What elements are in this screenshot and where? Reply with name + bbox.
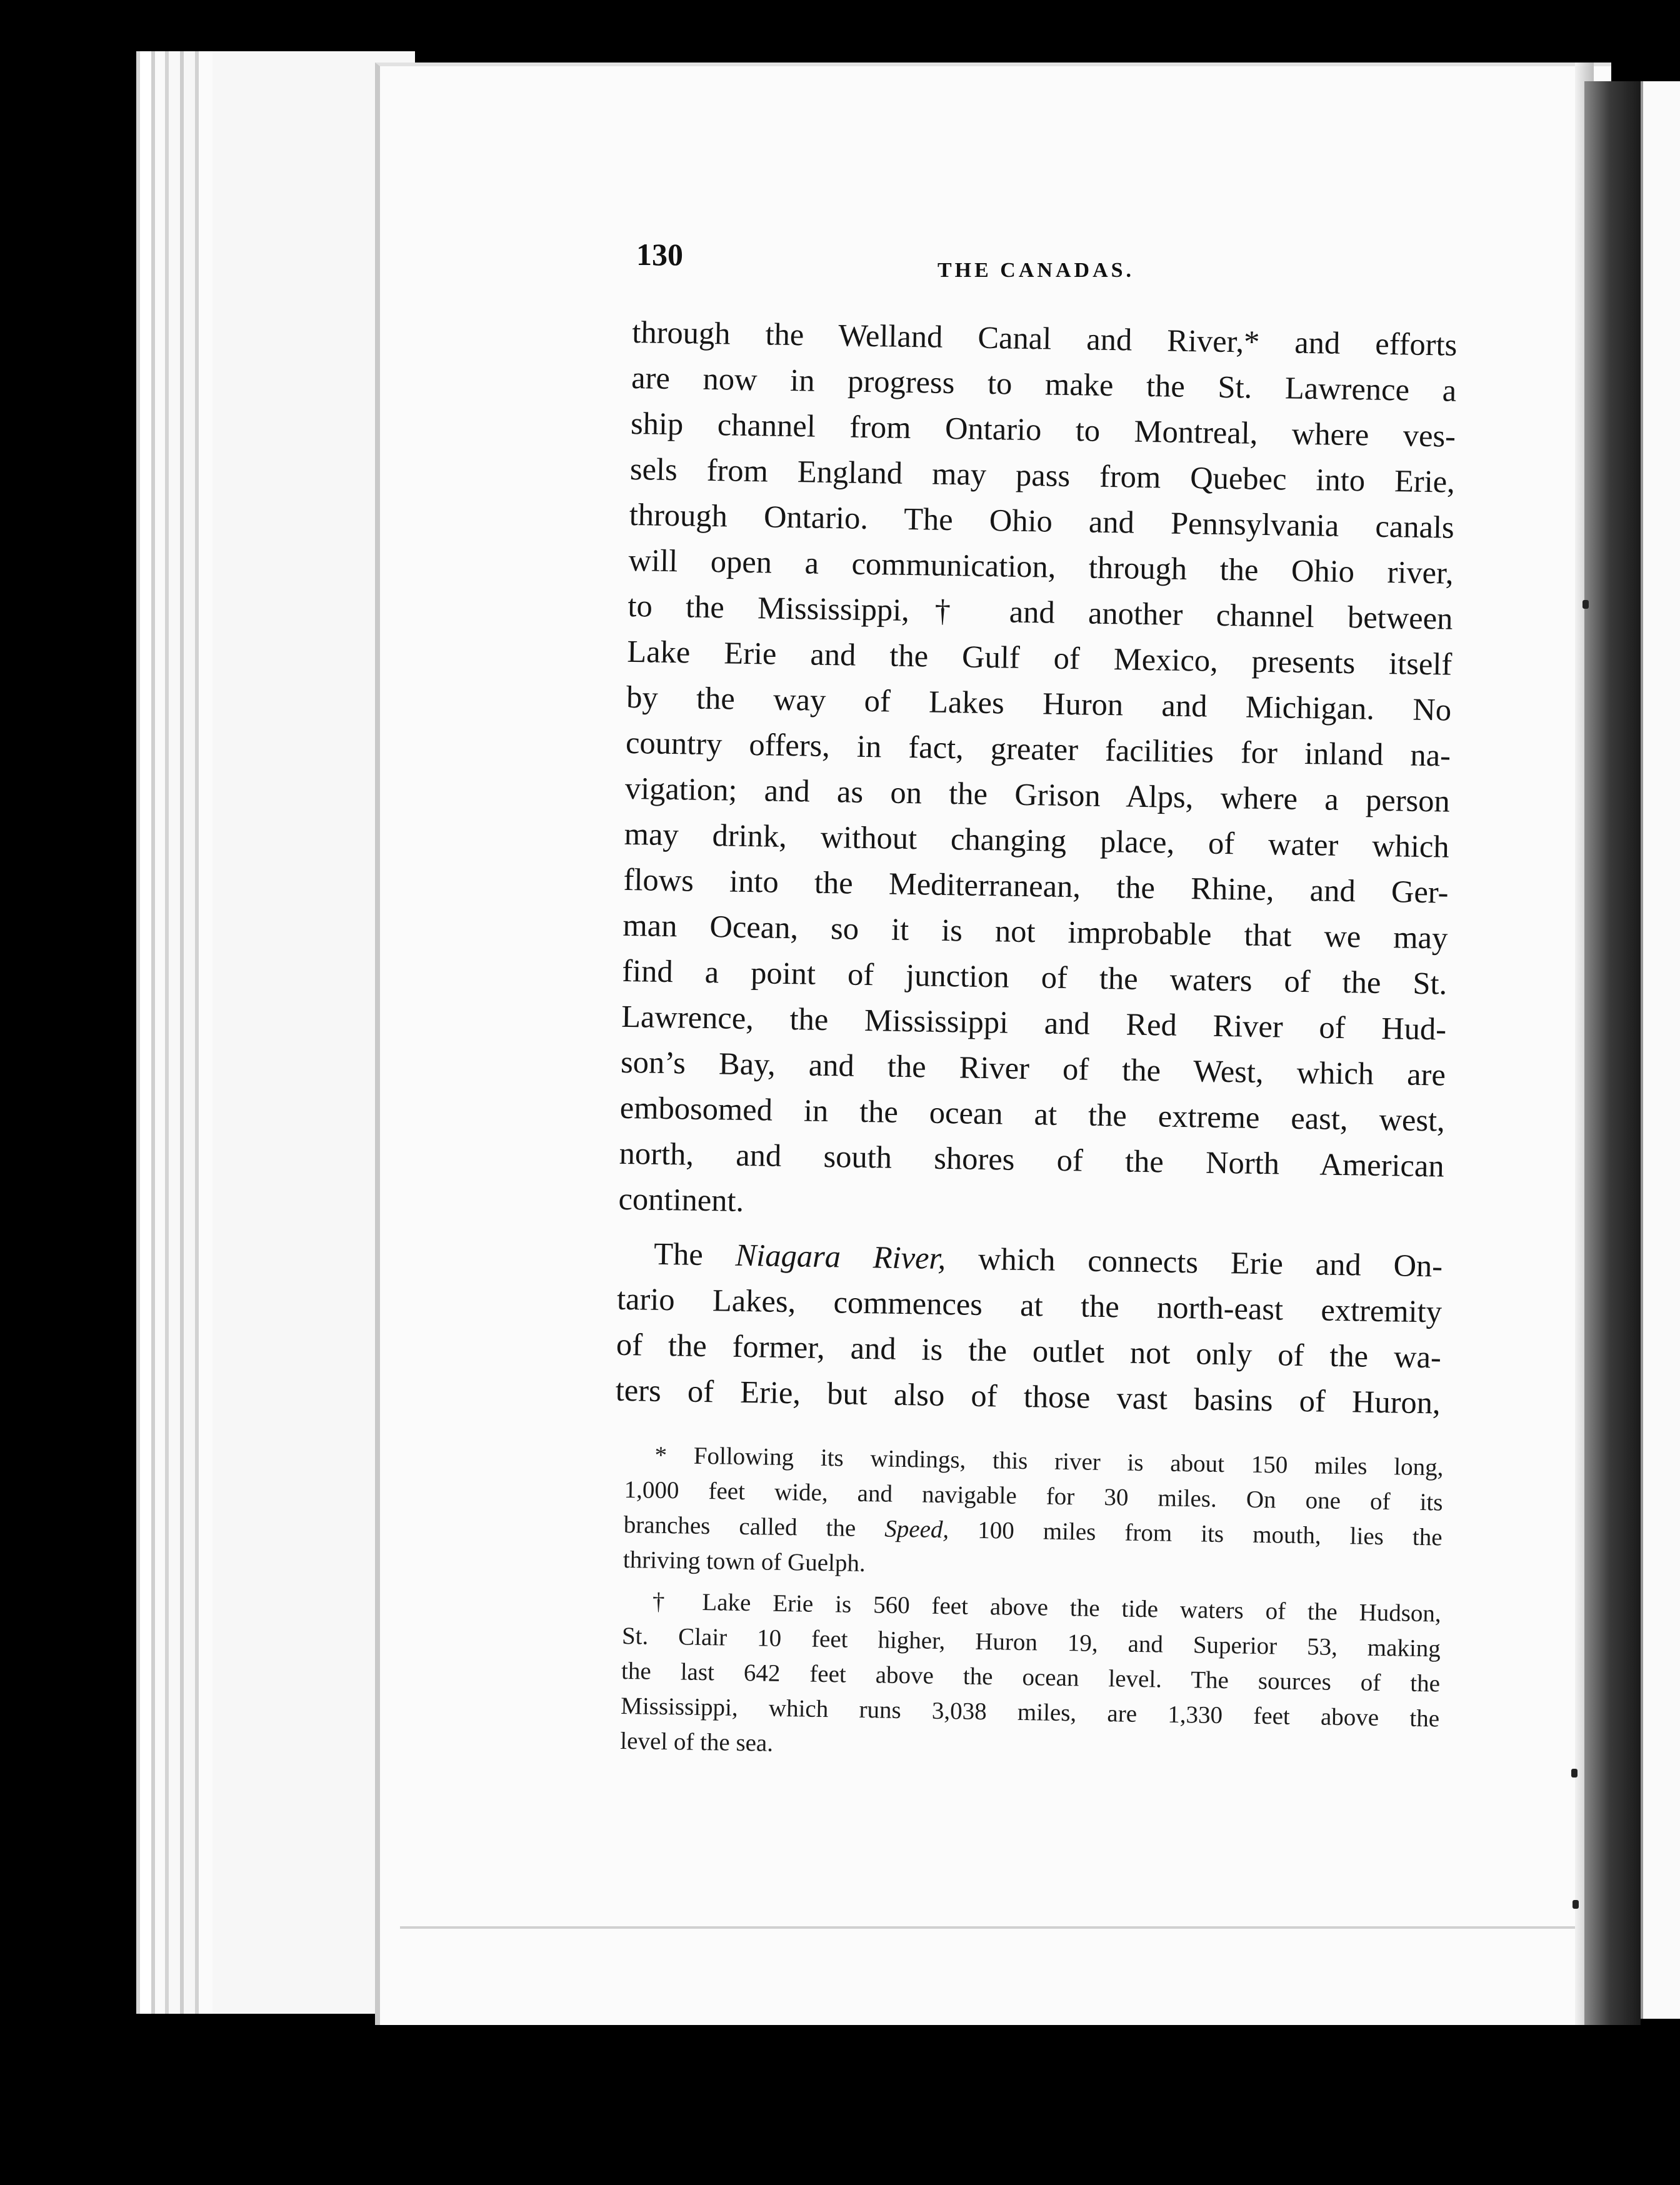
footnote (620, 1584, 1441, 1772)
text-line: tario Lakes, commences at the north-east extremity (616, 1281, 1442, 1329)
text-line: Lawrence, the Mississippi and Red River of Hud- (621, 998, 1447, 1047)
text-line: Lake Erie and the Gulf of Mexico, presents itself (626, 633, 1452, 682)
text-line: of the former, and is the outlet not only of the wa- (616, 1326, 1442, 1375)
text-line: sels from England may pass from Quebec into Erie, (629, 451, 1456, 499)
ink-speck (1582, 600, 1589, 609)
text-run: The (653, 1236, 736, 1272)
footnote-line: Mississippi, which runs 3,038 miles, are 1,330 feet above the (620, 1692, 1440, 1732)
footnote-line: the last 642 feet above the ocean level. The sources of the (621, 1657, 1441, 1698)
paragraph (615, 1231, 1442, 1426)
body-text (615, 309, 1458, 1426)
text-line: ters of Erie, but also of those vast basins of Huron, (615, 1372, 1441, 1421)
text-line: may drink, without changing place, of water which (624, 816, 1450, 864)
footnote (622, 1438, 1443, 1591)
page-edges (136, 51, 415, 2014)
running-head: THE CANADAS. (938, 259, 1135, 282)
text-run: 100 miles from its mouth, lies the (948, 1516, 1442, 1551)
italic-place-name: Niagara River, (735, 1237, 946, 1276)
footnote-line: 1,000 feet wide, and navigable for 30 miles. On one of its (624, 1476, 1443, 1516)
footnote-line: level of the sea. (620, 1727, 774, 1757)
text-line: by the way of Lakes Huron and Michigan. No (626, 679, 1452, 728)
footnote-line: thriving town of Guelph. (622, 1546, 866, 1578)
text-line: north, and south shores of the North American (619, 1135, 1445, 1184)
book-gutter-shadow (1584, 81, 1641, 2025)
text-run: branches called the (623, 1511, 885, 1542)
footnote-line: * Following its windings, this river is about 150 miles long, (654, 1441, 1444, 1481)
paragraph (618, 309, 1458, 1235)
footnotes (620, 1438, 1444, 1778)
text-line: continent. (618, 1181, 744, 1218)
text-line: ship channel from Ontario to Montreal, where ves- (630, 405, 1456, 454)
text-line: through Ontario. The Ohio and Pennsylvania canals (629, 496, 1455, 545)
text-line: embosomed in the ocean at the extreme east, west, (619, 1089, 1446, 1138)
footnote-line: † Lake Erie is 560 feet above the tide waters of the Hudson, (652, 1588, 1442, 1628)
text-line: will open a communication, through the Ohio river, (628, 542, 1454, 591)
text-run: which connects Erie and On- (945, 1241, 1443, 1284)
page-number: 130 (636, 237, 683, 272)
text-line: through the Welland Canal and River,* and efforts (631, 314, 1458, 362)
text-line: vigation; and as on the Grison Alps, where a person (624, 770, 1451, 819)
italic-river-name: Speed, (884, 1515, 949, 1544)
text-line: country offers, in fact, greater facilities for inland na- (625, 724, 1451, 773)
text-line: find a point of junction of the waters of the St. (621, 952, 1448, 1001)
facing-page-edge (1641, 81, 1680, 2019)
text-line: are now in progress to make the St. Lawrence a (631, 359, 1457, 408)
ink-speck (1571, 1769, 1578, 1778)
text-line: flows into the Mediterranean, the Rhine, and Ger- (623, 861, 1449, 910)
ink-speck (1572, 1900, 1579, 1909)
page-bottom-edge (400, 1926, 1588, 1929)
text-line: man Ocean, so it is not improbable that we may (622, 907, 1448, 956)
text-line: to the Mississippi,† and another channel between (628, 588, 1453, 636)
scan-background (375, 2025, 1680, 2185)
text-line: son’s Bay, and the River of the West, which are (620, 1044, 1446, 1092)
footnote-line: St. Clair 10 feet higher, Huron 19, and Superior 53, making (621, 1622, 1441, 1662)
